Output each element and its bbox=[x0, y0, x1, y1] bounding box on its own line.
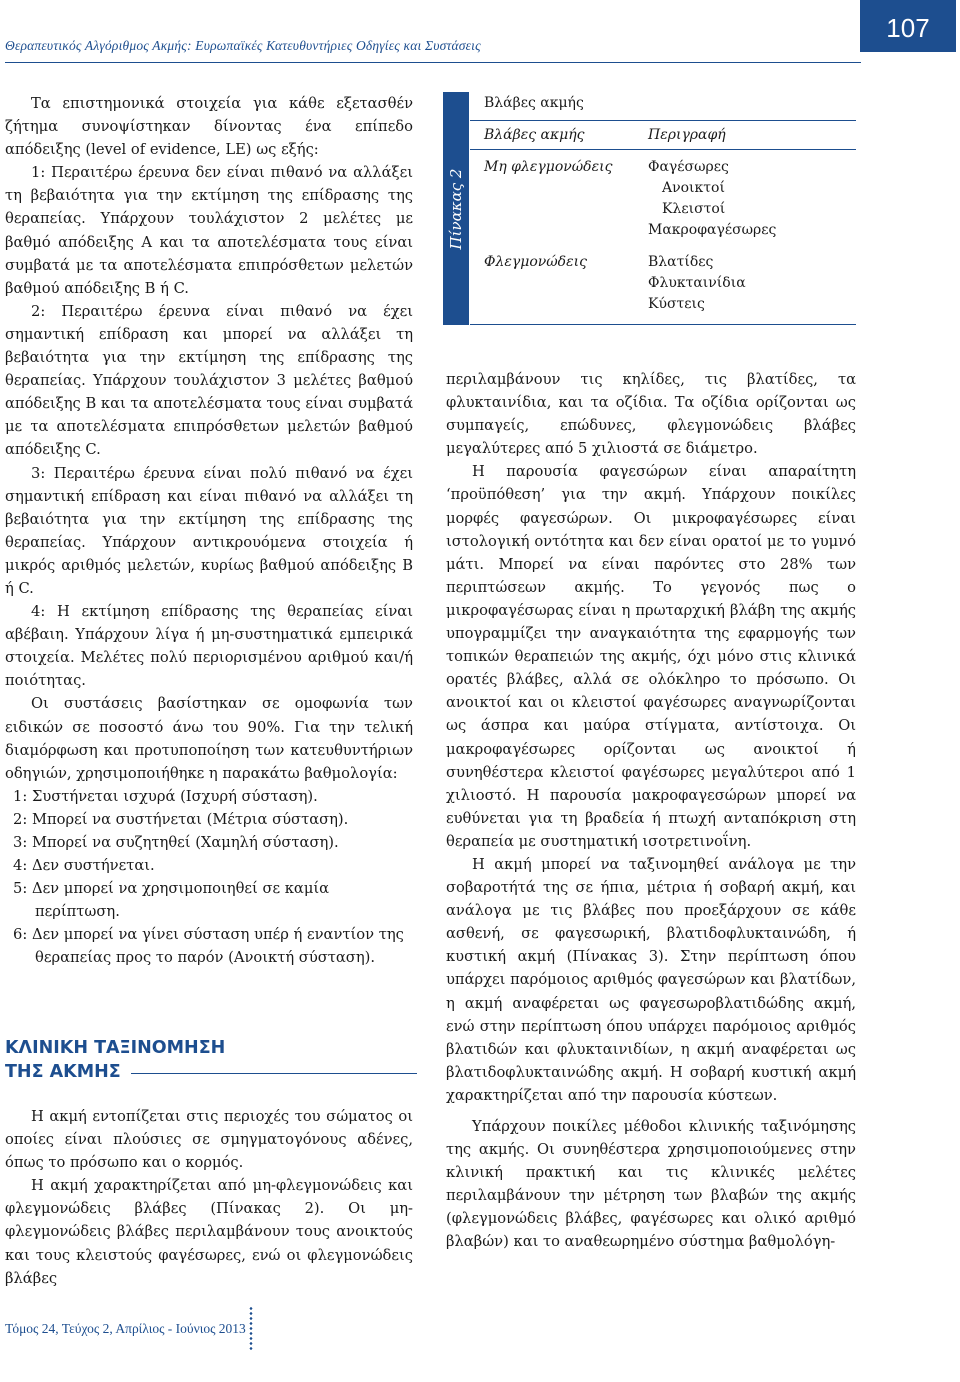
intro-paragraph: Τα επιστημονικά στοιχεία για κάθε εξετασθέν ζήτημα συνοψίστηκαν δίνοντας ένα επίπεδο απόδειξης (level of evidence, LE) ως εξής: bbox=[5, 95, 413, 159]
table-item: Βλατίδες bbox=[648, 254, 714, 270]
evidence-level-3: 3: Περαιτέρω έρευνα είναι πολύ πιθανό να έχει σημαντική επίδραση και είναι πιθανό να αλλάξει τη βεβαιότητα για την εκτίμηση της επίδρασης της θεραπείας. Υπάρχουν αντικρουόμενα στοιχεία ή μικρός αριθμός μελετών, κυρίως βαθμού απόδειξης B ή C. bbox=[5, 464, 413, 597]
table-caption: Βλάβες ακμής bbox=[484, 95, 584, 111]
grade-item: 2: Μπορεί να συστήνεται (Μέτρια σύσταση). bbox=[13, 810, 349, 828]
section-heading bbox=[5, 1036, 417, 1084]
table-category: Μη φλεγμονώδεις bbox=[484, 159, 613, 175]
table-side-label bbox=[443, 92, 469, 325]
body-paragraph: περιλαμβάνουν τις κηλίδες, τις βλατίδες, τα φλυκταινίδια, και τα οζίδια. Τα οζίδια ορίζονται ως συμπαγείς, επώδυνες, φλεγμονώδεις βλάβες μεγαλύτερες από 5 χιλιοστά σε διάμετρο. bbox=[446, 371, 856, 458]
header-rule bbox=[5, 62, 861, 63]
evidence-level-4: 4: Η εκτίμηση επίδρασης της θεραπείας είναι αβέβαιη. Υπάρχουν λίγα ή μη-συστηματικά εμπειρικά στοιχεία. Μελέτες πολύ περιορισμένου αριθμού και/ή ποιότητας. bbox=[5, 603, 413, 690]
lesions-table bbox=[470, 92, 856, 325]
table-category: Φλεγμονώδεις bbox=[484, 254, 587, 270]
table-rule bbox=[470, 149, 856, 150]
section-body bbox=[5, 1105, 413, 1290]
section-paragraph: Η ακμή εντοπίζεται στις περιοχές του σώματος οι οποίες είναι πλούσιες σε σμηγματογόνους αδένες, όπως το πρόσωπο και ο κορμός. bbox=[5, 1108, 413, 1172]
table-item: Κύστεις bbox=[648, 296, 705, 312]
page-number: 107 bbox=[860, 0, 956, 52]
footer-dotted-divider bbox=[248, 1306, 254, 1352]
table-header-lesions: Βλάβες ακμής bbox=[484, 127, 585, 143]
heading-rule bbox=[131, 1073, 417, 1074]
table-rule bbox=[470, 324, 856, 325]
table-number: Πίνακας 2 bbox=[447, 168, 465, 249]
evidence-level-2: 2: Περαιτέρω έρευνα είναι πιθανό να έχει σημαντική επίδραση και μπορεί να αλλάξει τη βεβαιότητα για την εκτίμηση της επίδρασης της θεραπείας. Υπάρχουν τουλάχιστον 3 μελέτες βαθμού απόδειξης B και τα αποτελέσματα τους είναι συμβατά με τα αποτελέσματα επιπρόσθετων μελετών βαθμού απόδειξης C. bbox=[5, 302, 413, 459]
table-item: Κλειστοί bbox=[662, 201, 726, 217]
grade-item: 5: Δεν μπορεί να χρησιμοποιηθεί σε καμία περίπτωση. bbox=[13, 880, 330, 921]
table-item: Φλυκταινίδια bbox=[648, 275, 746, 291]
grade-item: 4: Δεν συστήνεται. bbox=[13, 857, 155, 875]
table-item: Ανοικτοί bbox=[662, 180, 725, 196]
section-heading-line1: ΚΛΙΝΙΚΗ ΤΑΞΙΝΟΜΗΣΗ bbox=[5, 1038, 226, 1058]
left-column bbox=[5, 92, 413, 970]
body-paragraph: Υπάρχουν ποικίλες μέθοδοι κλινικής ταξινόμησης της ακμής. Οι συνηθέστερα χρησιμοποιούμενες στην κλινική πρακτική και τις κλινικές μελέτες περιλαμβάνουν την μέτρηση των βλαβών της ακμής (φλεγμονώδεις βλάβες, φαγέσωρες και ολικό αριθμό βλαβών) και το αναθεωρημένο σύστημα βαθμολόγη- bbox=[446, 1118, 856, 1251]
running-header: Θεραπευτικός Αλγόριθμος Ακμής: Ευρωπαϊκές Κατευθυντήριες Οδηγίες και Συστάσεις bbox=[5, 38, 481, 53]
grade-item: 1: Συστήνεται ισχυρά (Ισχυρή σύσταση). bbox=[13, 787, 318, 805]
footer-volume: 24 bbox=[41, 1321, 56, 1336]
consensus-paragraph: Οι συστάσεις βασίστηκαν σε ομοφωνία των ειδικών σε ποσοστό άνω του 90%. Για την τελική διαμόρφωση και προτυποποίηση των κατευθυντήριων οδηγιών, χρησιμοποιήθηκε η παρακάτω βαθμολογία: bbox=[5, 695, 413, 782]
evidence-level-1: 1: Περαιτέρω έρευνα δεν είναι πιθανό να αλλάξει τη βεβαιότητα για την εκτίμηση της επίδρασης της θεραπείας. Υπάρχουν τουλάχιστον 2 μελέτες με βαθμό απόδειξης A και τα αποτελέσματα τους είναι συμβατά με τα αποτελέσματα επιπρόσθετων μελετών βαθμού απόδειξης B ή C. bbox=[5, 164, 413, 297]
table-item: Φαγέσωρες bbox=[648, 159, 729, 175]
table-item: Μακροφαγέσωρες bbox=[648, 222, 777, 238]
section-heading-line2: ΤΗΣ ΑΚΜΗΣ bbox=[5, 1062, 121, 1082]
footer-prefix: Τόμος bbox=[5, 1321, 39, 1336]
footer-date: , Απρίλιος - Ιούνιος 2013 bbox=[109, 1321, 246, 1336]
body-paragraph: Η ακμή μπορεί να ταξινομηθεί ανάλογα με την σοβαροτήτά της σε ήπια, μέτρια ή σοβαρή ακμή, και ανάλογα με τις βλάβες που προεξάρχουν σε κάθε ασθενή, σε φαγεσωρική, βλατιδοφλυκταινώδη, ή κυστική ακμή (Πίνακας 3). Στην περίπτωση όπου υπάρχει παρόμοιος αριθμός φαγεσώρων και βλατίδων, η ακμή αναφέρεται ως φαγεσωροβλατιδώδης ακμή, ενώ στην περίπτωση όπου υπάρχει παρόμοιος αριθμός βλατιδών και φλυκταινιδίων, η ακμή αναφέρεται ως βλατιδοφλυκταινώδης ακμή. Η σοβαρή κυστική ακμή χαρακτηρίζεται από την παρουσία κύστεων. bbox=[446, 855, 856, 1104]
table-header-description: Περιγραφή bbox=[648, 127, 726, 143]
right-column bbox=[446, 368, 856, 1254]
body-paragraph: Η παρουσία φαγεσώρων είναι απαραίτητη ‘προϋπόθεση’ για την ακμή. Υπάρχουν ποικίλες μορφές φαγεσώρων. Οι μικροφαγέσωρες είναι ιστολογική οντότητα και δεν είναι ορατοί με το γυμνό μάτι. Μπορεί να είναι παρόντες στο 28% των περιπτώσεων ακμής. Το γεγονός πως ο μικροφαγέσωρας είναι η πρωταρχική βλάβη της ακμής υπογραμμίζει την αναγκαιότητα της εφαρμογής των τοπικών θεραπειών της ακμής, όχι μόνο στις κλινικά ορατές βλάβες, αλλά σε ολόκληρο το πρόσωπο. Οι ανοικτοί και οι κλειστοί φαγέσωρες αναγνωρίζονται ως άσπρα και μαύρα στίγματα, αντίστοιχα. Οι μακροφαγέσωρες ορίζονται ως ανοικτοί ή συνηθέστερα κλειστοί φαγέσωρες μεγαλύτεροι από 1 χιλιοστό. Η παρουσία μακροφαγεσώρων μπορεί να ευθύνεται για τη βραδεία ή πτωχή ανταπόκριση στη θεραπεία με συστηματική ισοτρετινοΐνη. bbox=[446, 463, 856, 850]
grade-item: 3: Μπορεί να συζητηθεί (Χαμηλή σύσταση). bbox=[13, 834, 339, 851]
table-rule bbox=[470, 120, 856, 121]
footer-issue: 2 bbox=[102, 1321, 110, 1336]
grade-item: 6: Δεν μπορεί να γίνει σύσταση υπέρ ή εναντίον της θεραπείας προς το παρόν (Ανοικτή σύσταση). bbox=[13, 926, 404, 967]
section-paragraph: Η ακμή χαρακτηρίζεται από μη-φλεγμονώδεις και φλεγμονώδεις βλάβες (Πίνακας 2). Οι μη-φλεγμονώδεις βλάβες περιλαμβάνουν τους ανοικτούς και τους κλειστούς φαγέσωρες, ενώ οι φλεγμονώδεις βλάβες bbox=[5, 1177, 413, 1287]
footer-citation bbox=[5, 1321, 246, 1337]
footer-issue-label: , Τεύχος bbox=[55, 1321, 100, 1336]
